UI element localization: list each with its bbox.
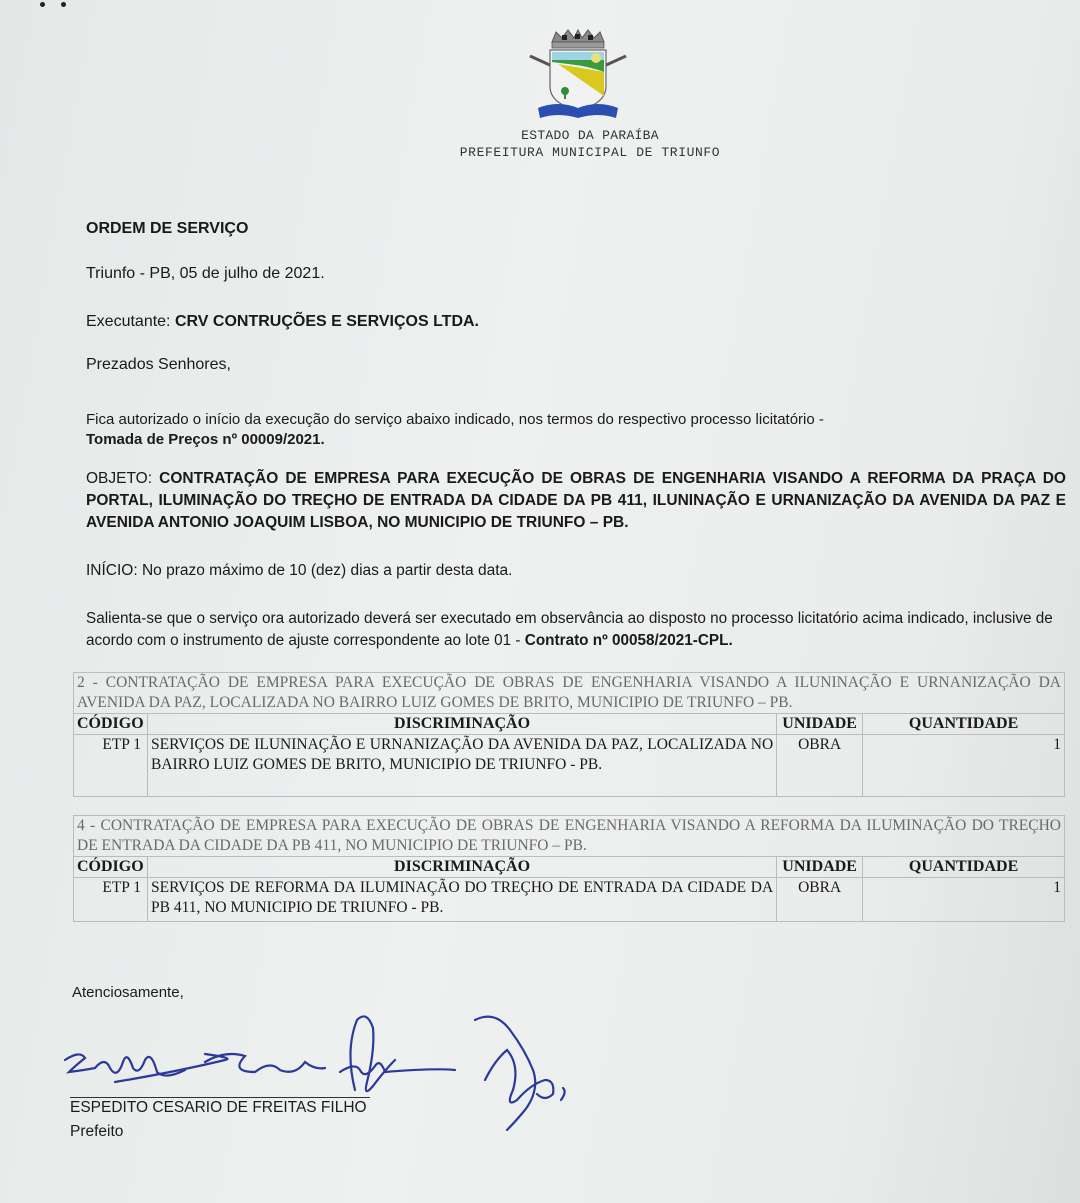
authorization-text: Fica autorizado o início da execução do serviço abaixo indicado, nos termos do respectivo processo licitatório -	[86, 411, 824, 428]
table-row	[74, 735, 1065, 797]
document-title: ORDEM DE SERVIÇO	[86, 220, 249, 237]
cell-code: ETP 1	[74, 735, 148, 797]
cell-quantity: 1	[863, 735, 1065, 797]
closing-salutation: Atenciosamente,	[72, 984, 184, 1001]
start-text: No prazo máximo de 10 (dez) dias a partir desta data.	[141, 562, 513, 579]
cell-description: SERVIÇOS DE ILUNINAÇÃO E URNANIZAÇÃO DA AVENIDA DA PAZ, LOCALIZADA NO BAIRRO LUIZ GOMES DE BRITO, MUNICIPIO DE TRIUNFO - PB.	[147, 735, 776, 797]
header-unit: UNIDADE	[777, 857, 863, 878]
greeting: Prezados Senhores,	[86, 356, 231, 373]
note-reference: Contrato nº 00058/2021-CPL.	[524, 632, 733, 649]
start-label: INÍCIO:	[86, 562, 138, 579]
executor-name: CRV CONTRUÇÕES E SERVIÇOS LTDA.	[174, 313, 479, 330]
authorization-paragraph	[86, 410, 1066, 450]
header-unit: UNIDADE	[777, 714, 863, 735]
letterhead	[380, 127, 800, 161]
header-quantity: QUANTIDADE	[863, 857, 1065, 878]
signer-role: Prefeito	[70, 1123, 124, 1140]
executor-label: Executante:	[86, 313, 171, 330]
signature-line	[70, 1097, 370, 1098]
header-description: DISCRIMINAÇÃO	[147, 714, 776, 735]
municipality-name: PREFEITURA MUNICIPAL DE TRIUNFO	[459, 145, 721, 160]
note-text: Salienta-se que o serviço ora autorizado deverá ser executado em observância ao disposto no processo licitatório acima indicado, inclusive de acordo com o instrumento de ajuste correspondente ao lote 01 -	[86, 610, 1053, 649]
handwritten-signature-icon	[55, 1010, 595, 1145]
cell-unit: OBRA	[777, 878, 863, 922]
object-label: OBJETO:	[86, 470, 153, 487]
object-paragraph	[86, 468, 1066, 534]
table-row	[74, 878, 1065, 922]
note-paragraph	[86, 608, 1066, 652]
lot-description-row	[74, 816, 1065, 857]
authorization-reference: Tomada de Preços nº 00009/2021.	[86, 431, 325, 448]
lot-description-row	[74, 673, 1065, 714]
header-code: CÓDIGO	[74, 857, 148, 878]
cell-description: SERVIÇOS DE REFORMA DA ILUMINAÇÃO DO TREÇHO DE ENTRADA DA CIDADE DA PB 411, NO MUNICIPIO DE TRIUNFO - PB.	[147, 878, 776, 922]
header-description: DISCRIMINAÇÃO	[147, 857, 776, 878]
cell-unit: OBRA	[777, 735, 863, 797]
header-quantity: QUANTIDADE	[863, 714, 1065, 735]
object-text: CONTRATAÇÃO DE EMPRESA PARA EXECUÇÃO DE OBRAS DE ENGENHARIA VISANDO A REFORMA DA PRAÇA DO PORTAL, ILUMINAÇÃO DO TREÇHO DE ENTRADA DA CIDADE DA PB 411, ILUNINAÇÃO E URNANIZAÇÃO DA AVENIDA DA PAZ E AVENIDA ANTONIO JOAQUIM LISBOA, NO MUNICIPIO DE TRIUNFO – PB.	[86, 470, 1066, 531]
lot-description: 4 - CONTRATAÇÃO DE EMPRESA PARA EXECUÇÃO DE OBRAS DE ENGENHARIA VISANDO A REFORMA DA ILUMINAÇÃO DO TREÇHO DE ENTRADA DA CIDADE DA PB 411, NO MUNICIPIO DE TRIUNFO – PB.	[74, 816, 1065, 857]
table-header-row	[74, 714, 1065, 735]
municipal-crest-icon	[528, 28, 628, 123]
table-header-row	[74, 857, 1065, 878]
header-code: CÓDIGO	[74, 714, 148, 735]
start-paragraph	[86, 561, 1066, 581]
executor-line	[86, 312, 1066, 332]
date-line: Triunfo - PB, 05 de julho de 2021.	[86, 265, 325, 282]
state-name: ESTADO DA PARAÍBA	[521, 128, 659, 143]
cell-code: ETP 1	[74, 878, 148, 922]
service-table-lot-2	[73, 672, 1065, 797]
lot-description: 2 - CONTRATAÇÃO DE EMPRESA PARA EXECUÇÃO DE OBRAS DE ENGENHARIA VISANDO A ILUNINAÇÃO E URNANIZAÇÃO DA AVENIDA DA PAZ, LOCALIZADA NO BAIRRO LUIZ GOMES DE BRITO, MUNICIPIO DE TRIUNFO – PB.	[74, 673, 1065, 714]
service-table-lot-4	[73, 815, 1065, 922]
signer-name: ESPEDITO CESARIO DE FREITAS FILHO	[70, 1099, 367, 1116]
cell-quantity: 1	[863, 878, 1065, 922]
